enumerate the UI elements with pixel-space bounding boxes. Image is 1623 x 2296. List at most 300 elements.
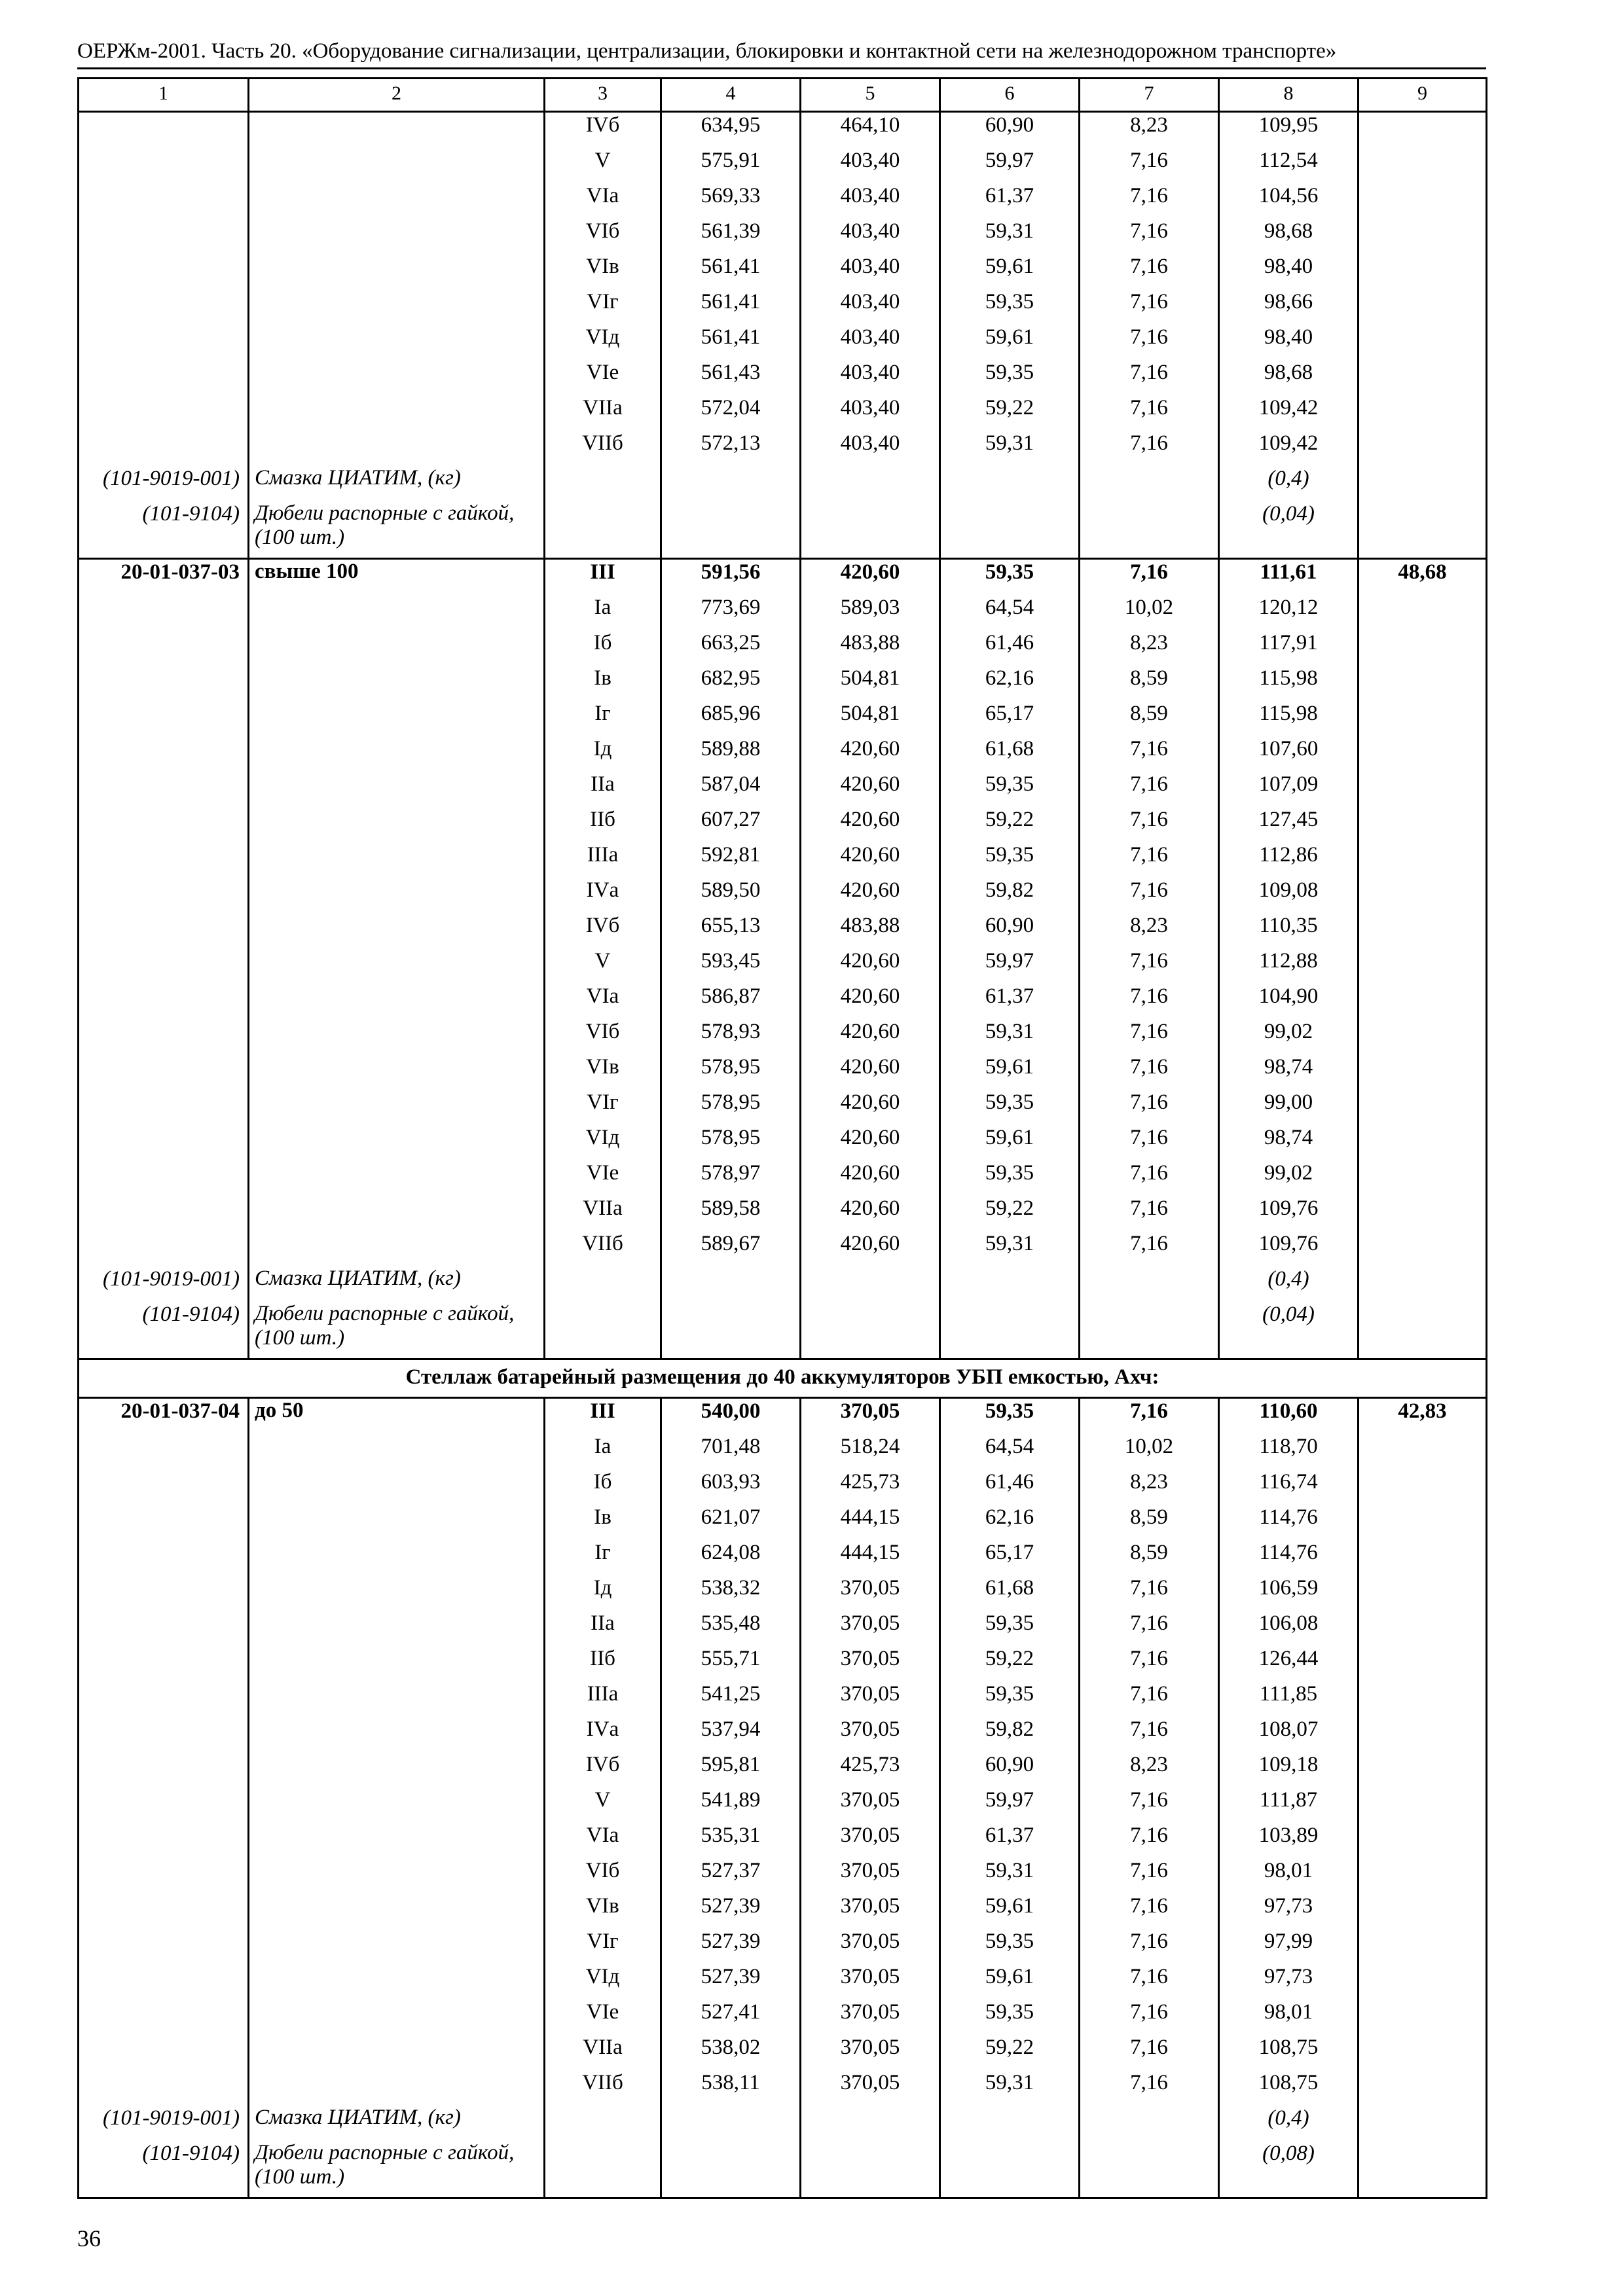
operator-wages-cell: 7,16 [1080,2070,1219,2106]
table-row [79,1611,1487,1646]
table-row [79,1752,1487,1787]
machines-cell: 61,37 [940,984,1080,1019]
rate-code-cell [79,630,249,666]
empty-cell [801,466,940,501]
materials-cost-cell: 107,60 [1219,736,1359,772]
operator-wages-cell: 7,16 [1080,1823,1219,1858]
rate-description-cell [249,1964,545,2000]
labor-cost-cell [1359,1611,1487,1646]
table-row [79,1505,1487,1540]
rate-code-cell [79,1752,249,1787]
operator-wages-cell: 7,16 [1080,1398,1219,1435]
materials-cost-cell: 97,73 [1219,1893,1359,1929]
machines-cell: 59,31 [940,431,1080,466]
labor-cost-cell [1359,395,1487,431]
labor-cost-cell [1359,1090,1487,1125]
operator-wages-cell: 7,16 [1080,1019,1219,1054]
total-cost-cell: 578,95 [661,1054,801,1090]
empty-cell [940,2106,1080,2141]
rate-code-cell [79,666,249,701]
region-cell: IVа [545,878,661,913]
materials-cost-cell: 111,61 [1219,559,1359,596]
operator-wages-cell: 7,16 [1080,1964,1219,2000]
empty-cell [545,1266,661,1302]
rate-code-cell [79,878,249,913]
operator-wages-cell: 7,16 [1080,219,1219,254]
material-quantity-cell: (0,04) [1219,1302,1359,1359]
materials-cost-cell: 104,56 [1219,183,1359,219]
rate-code-cell [79,1160,249,1196]
operator-wages-cell: 10,02 [1080,595,1219,630]
rate-description-cell [249,395,545,431]
table-row [79,431,1487,466]
machines-cell: 64,54 [940,1434,1080,1469]
region-cell: IIб [545,1646,661,1681]
labor-cost-cell [1359,772,1487,807]
rate-code-cell [79,1646,249,1681]
total-cost-cell: 589,88 [661,736,801,772]
machines-cell: 59,97 [940,1787,1080,1823]
table-row [79,325,1487,360]
material-code-cell: (101-9104) [79,501,249,559]
rate-description-cell [249,219,545,254]
column-number-row [79,79,1487,112]
region-cell: VIб [545,1019,661,1054]
materials-cost-cell: 109,18 [1219,1752,1359,1787]
labor-cost-cell [1359,842,1487,878]
empty-cell [545,2106,661,2141]
rate-description-cell [249,1717,545,1752]
materials-cost-cell: 126,44 [1219,1646,1359,1681]
labor-cost-cell [1359,1469,1487,1505]
total-cost-cell: 540,00 [661,1398,801,1435]
region-cell: Iа [545,1434,661,1469]
rate-code-cell [79,360,249,395]
total-cost-cell: 538,32 [661,1575,801,1611]
table-row [79,2035,1487,2070]
materials-cost-cell: 111,87 [1219,1787,1359,1823]
materials-cost-cell: 99,00 [1219,1090,1359,1125]
operator-wages-cell: 7,16 [1080,878,1219,913]
region-cell: VIIа [545,395,661,431]
operator-wages-cell: 8,59 [1080,701,1219,736]
labor-cost-cell [1359,1505,1487,1540]
machines-cell: 59,31 [940,1231,1080,1266]
operator-wages-cell: 7,16 [1080,325,1219,360]
wages-cell: 444,15 [801,1505,940,1540]
table-row [79,772,1487,807]
machines-cell: 61,68 [940,1575,1080,1611]
machines-cell: 59,35 [940,1929,1080,1964]
rate-code-cell [79,1611,249,1646]
total-cost-cell: 634,95 [661,112,801,149]
wages-cell: 370,05 [801,1964,940,2000]
table-row [79,1858,1487,1893]
operator-wages-cell: 7,16 [1080,148,1219,183]
table-row [79,1231,1487,1266]
operator-wages-cell: 7,16 [1080,1125,1219,1160]
total-cost-cell: 621,07 [661,1505,801,1540]
materials-cost-cell: 98,40 [1219,325,1359,360]
machines-cell: 60,90 [940,1752,1080,1787]
wages-cell: 403,40 [801,431,940,466]
rate-code-cell [79,984,249,1019]
rate-description-cell [249,1929,545,1964]
machines-cell: 61,37 [940,183,1080,219]
labor-cost-cell [1359,325,1487,360]
machines-cell: 60,90 [940,913,1080,948]
rate-description-cell [249,842,545,878]
table-row [79,630,1487,666]
labor-cost-cell [1359,183,1487,219]
region-cell: VIв [545,254,661,289]
table-row [79,736,1487,772]
wages-cell: 403,40 [801,219,940,254]
table-row [79,559,1487,596]
empty-cell [1080,501,1219,559]
materials-cost-cell: 118,70 [1219,1434,1359,1469]
rate-description-cell [249,984,545,1019]
total-cost-cell: 589,58 [661,1196,801,1231]
table-row [79,842,1487,878]
labor-cost-cell [1359,878,1487,913]
empty-cell [1359,501,1487,559]
total-cost-cell: 538,11 [661,2070,801,2106]
machines-cell: 59,35 [940,842,1080,878]
total-cost-cell: 561,39 [661,219,801,254]
wages-cell: 420,60 [801,1054,940,1090]
operator-wages-cell: 7,16 [1080,984,1219,1019]
total-cost-cell: 663,25 [661,630,801,666]
table-row [79,1823,1487,1858]
labor-cost-cell [1359,984,1487,1019]
operator-wages-cell: 7,16 [1080,1611,1219,1646]
labor-cost-cell [1359,1019,1487,1054]
table-row [79,254,1487,289]
table-row [79,1160,1487,1196]
labor-cost-cell: 48,68 [1359,559,1487,596]
total-cost-cell: 527,37 [661,1858,801,1893]
rate-description-cell [249,1787,545,1823]
rate-description-cell [249,148,545,183]
rate-code-cell [79,1787,249,1823]
region-cell: VIг [545,1929,661,1964]
materials-cost-cell: 98,74 [1219,1054,1359,1090]
operator-wages-cell: 7,16 [1080,842,1219,878]
column-number: 6 [940,79,1080,112]
rate-code-cell [79,807,249,842]
region-cell: VIв [545,1054,661,1090]
machines-cell: 61,68 [940,736,1080,772]
wages-cell: 403,40 [801,395,940,431]
rate-code-cell: 20-01-037-03 [79,559,249,596]
empty-cell [661,501,801,559]
wages-cell: 420,60 [801,1090,940,1125]
machines-cell: 59,35 [940,289,1080,325]
labor-cost-cell [1359,630,1487,666]
materials-cost-cell: 109,95 [1219,112,1359,149]
rate-description-cell [249,112,545,149]
table-row [79,1125,1487,1160]
total-cost-cell: 569,33 [661,183,801,219]
rate-code-cell [79,112,249,149]
machines-cell: 61,46 [940,1469,1080,1505]
region-cell: Iг [545,701,661,736]
operator-wages-cell: 7,16 [1080,1646,1219,1681]
table-row [79,1717,1487,1752]
region-cell: IIIа [545,842,661,878]
labor-cost-cell [1359,254,1487,289]
rate-code-cell [79,2035,249,2070]
wages-cell: 403,40 [801,325,940,360]
wages-cell: 403,40 [801,289,940,325]
labor-cost-cell [1359,112,1487,149]
machines-cell: 59,35 [940,1611,1080,1646]
materials-cost-cell: 97,73 [1219,1964,1359,2000]
materials-cost-cell: 98,68 [1219,360,1359,395]
rate-code-cell [79,2070,249,2106]
rate-description-cell [249,1505,545,1540]
region-cell: VIIб [545,2070,661,2106]
page-header: ОЕРЖм-2001. Часть 20. «Оборудование сигнализации, централизации, блокировки и контактной сети на железнодорожном транспорте» [77,39,1337,63]
wages-cell: 370,05 [801,1823,940,1858]
region-cell: VIд [545,1125,661,1160]
rate-description-cell [249,1019,545,1054]
labor-cost-cell [1359,1160,1487,1196]
rate-description-cell [249,772,545,807]
machines-cell: 59,35 [940,1160,1080,1196]
total-cost-cell: 527,39 [661,1893,801,1929]
table-row [79,395,1487,431]
rate-code-cell: 20-01-037-04 [79,1398,249,1435]
region-cell: Iв [545,1505,661,1540]
total-cost-cell: 595,81 [661,1752,801,1787]
material-code-cell: (101-9104) [79,1302,249,1359]
rate-code-cell [79,1575,249,1611]
total-cost-cell: 527,39 [661,1964,801,2000]
materials-cost-cell: 106,08 [1219,1611,1359,1646]
region-cell: Iв [545,666,661,701]
rate-description-cell [249,183,545,219]
materials-cost-cell: 98,01 [1219,1858,1359,1893]
rate-description-cell [249,1125,545,1160]
material-row [79,2106,1487,2141]
region-cell: VIа [545,984,661,1019]
empty-cell [940,466,1080,501]
materials-cost-cell: 112,88 [1219,948,1359,984]
region-cell: VIа [545,183,661,219]
labor-cost-cell [1359,701,1487,736]
rate-description-cell [249,1090,545,1125]
operator-wages-cell: 7,16 [1080,1787,1219,1823]
machines-cell: 59,35 [940,1398,1080,1435]
wages-cell: 370,05 [801,1929,940,1964]
labor-cost-cell [1359,1196,1487,1231]
rate-code-cell [79,395,249,431]
labor-cost-cell [1359,1787,1487,1823]
total-cost-cell: 701,48 [661,1434,801,1469]
table-row [79,878,1487,913]
operator-wages-cell: 7,16 [1080,1160,1219,1196]
total-cost-cell: 589,50 [661,878,801,913]
total-cost-cell: 682,95 [661,666,801,701]
material-name-cell: Дюбели распорные с гайкой, (100 шт.) [249,2141,545,2198]
region-cell: VIIб [545,1231,661,1266]
region-cell: VIб [545,1858,661,1893]
labor-cost-cell [1359,807,1487,842]
table-row [79,701,1487,736]
table-row [79,1196,1487,1231]
labor-cost-cell: 42,83 [1359,1398,1487,1435]
column-number: 1 [79,79,249,112]
wages-cell: 420,60 [801,559,940,596]
total-cost-cell: 586,87 [661,984,801,1019]
empty-cell [940,1302,1080,1359]
total-cost-cell: 561,41 [661,325,801,360]
rate-code-cell [79,254,249,289]
rate-code-cell [79,1090,249,1125]
rate-code-cell [79,1125,249,1160]
operator-wages-cell: 8,59 [1080,1540,1219,1575]
labor-cost-cell [1359,2035,1487,2070]
labor-cost-cell [1359,1893,1487,1929]
operator-wages-cell: 8,59 [1080,666,1219,701]
labor-cost-cell [1359,1964,1487,2000]
machines-cell: 59,22 [940,1646,1080,1681]
materials-cost-cell: 112,54 [1219,148,1359,183]
material-name-cell: Смазка ЦИАТИМ, (кг) [249,1266,545,1302]
materials-cost-cell: 112,86 [1219,842,1359,878]
rate-description-cell [249,1469,545,1505]
materials-cost-cell: 98,74 [1219,1125,1359,1160]
column-number: 4 [661,79,801,112]
machines-cell: 62,16 [940,1505,1080,1540]
labor-cost-cell [1359,1717,1487,1752]
operator-wages-cell: 7,16 [1080,736,1219,772]
labor-cost-cell [1359,1434,1487,1469]
machines-cell: 60,90 [940,112,1080,149]
operator-wages-cell: 7,16 [1080,254,1219,289]
material-name-cell: Смазка ЦИАТИМ, (кг) [249,466,545,501]
rate-code-cell [79,1823,249,1858]
rate-description-cell [249,1160,545,1196]
empty-cell [661,1302,801,1359]
machines-cell: 65,17 [940,1540,1080,1575]
material-name-cell: Дюбели распорные с гайкой, (100 шт.) [249,501,545,559]
operator-wages-cell: 7,16 [1080,2000,1219,2035]
wages-cell: 504,81 [801,701,940,736]
labor-cost-cell [1359,1681,1487,1717]
table-row [79,183,1487,219]
rate-code-cell [79,325,249,360]
materials-cost-cell: 111,85 [1219,1681,1359,1717]
region-cell: VIг [545,289,661,325]
table-row [79,360,1487,395]
table-row [79,1964,1487,2000]
table-row [79,219,1487,254]
rate-code-cell [79,1054,249,1090]
rate-code-cell [79,948,249,984]
materials-cost-cell: 109,76 [1219,1231,1359,1266]
region-cell: Iа [545,595,661,630]
materials-cost-cell: 107,09 [1219,772,1359,807]
column-number: 9 [1359,79,1487,112]
wages-cell: 483,88 [801,630,940,666]
wages-cell: 370,05 [801,2000,940,2035]
rate-code-cell [79,1019,249,1054]
total-cost-cell: 603,93 [661,1469,801,1505]
material-name-cell: Дюбели распорные с гайкой, (100 шт.) [249,1302,545,1359]
operator-wages-cell: 7,16 [1080,1858,1219,1893]
labor-cost-cell [1359,948,1487,984]
region-cell: Iд [545,736,661,772]
machines-cell: 59,22 [940,1196,1080,1231]
rate-description-cell [249,1611,545,1646]
region-cell: IVб [545,913,661,948]
labor-cost-cell [1359,360,1487,395]
empty-cell [1080,1266,1219,1302]
column-number: 7 [1080,79,1219,112]
wages-cell: 425,73 [801,1752,940,1787]
wages-cell: 420,60 [801,1019,940,1054]
region-cell: V [545,948,661,984]
total-cost-cell: 535,48 [661,1611,801,1646]
labor-cost-cell [1359,736,1487,772]
wages-cell: 403,40 [801,254,940,289]
wages-cell: 370,05 [801,1646,940,1681]
operator-wages-cell: 7,16 [1080,1054,1219,1090]
operator-wages-cell: 7,16 [1080,1196,1219,1231]
wages-cell: 370,05 [801,1717,940,1752]
machines-cell: 59,82 [940,878,1080,913]
region-cell: VIIб [545,431,661,466]
machines-cell: 59,35 [940,1681,1080,1717]
column-number: 5 [801,79,940,112]
rate-code-cell [79,183,249,219]
rate-code-cell [79,1929,249,1964]
labor-cost-cell [1359,2070,1487,2106]
table-row [79,666,1487,701]
rate-code-cell [79,1681,249,1717]
operator-wages-cell: 7,16 [1080,807,1219,842]
machines-cell: 59,35 [940,1090,1080,1125]
rates-table [77,77,1487,2199]
region-cell: Iд [545,1575,661,1611]
material-row [79,2141,1487,2198]
empty-cell [1359,1302,1487,1359]
operator-wages-cell: 10,02 [1080,1434,1219,1469]
machines-cell: 59,61 [940,1125,1080,1160]
region-cell: IIа [545,772,661,807]
region-cell: IVб [545,112,661,149]
wages-cell: 483,88 [801,913,940,948]
total-cost-cell: 537,94 [661,1717,801,1752]
labor-cost-cell [1359,148,1487,183]
empty-cell [545,501,661,559]
operator-wages-cell: 7,16 [1080,289,1219,325]
materials-cost-cell: 109,42 [1219,395,1359,431]
rate-code-cell [79,1469,249,1505]
labor-cost-cell [1359,219,1487,254]
empty-cell [1359,466,1487,501]
total-cost-cell: 578,93 [661,1019,801,1054]
rate-code-cell [79,1893,249,1929]
material-quantity-cell: (0,04) [1219,501,1359,559]
wages-cell: 420,60 [801,878,940,913]
rate-description-cell [249,736,545,772]
rate-description-cell [249,666,545,701]
region-cell: V [545,148,661,183]
